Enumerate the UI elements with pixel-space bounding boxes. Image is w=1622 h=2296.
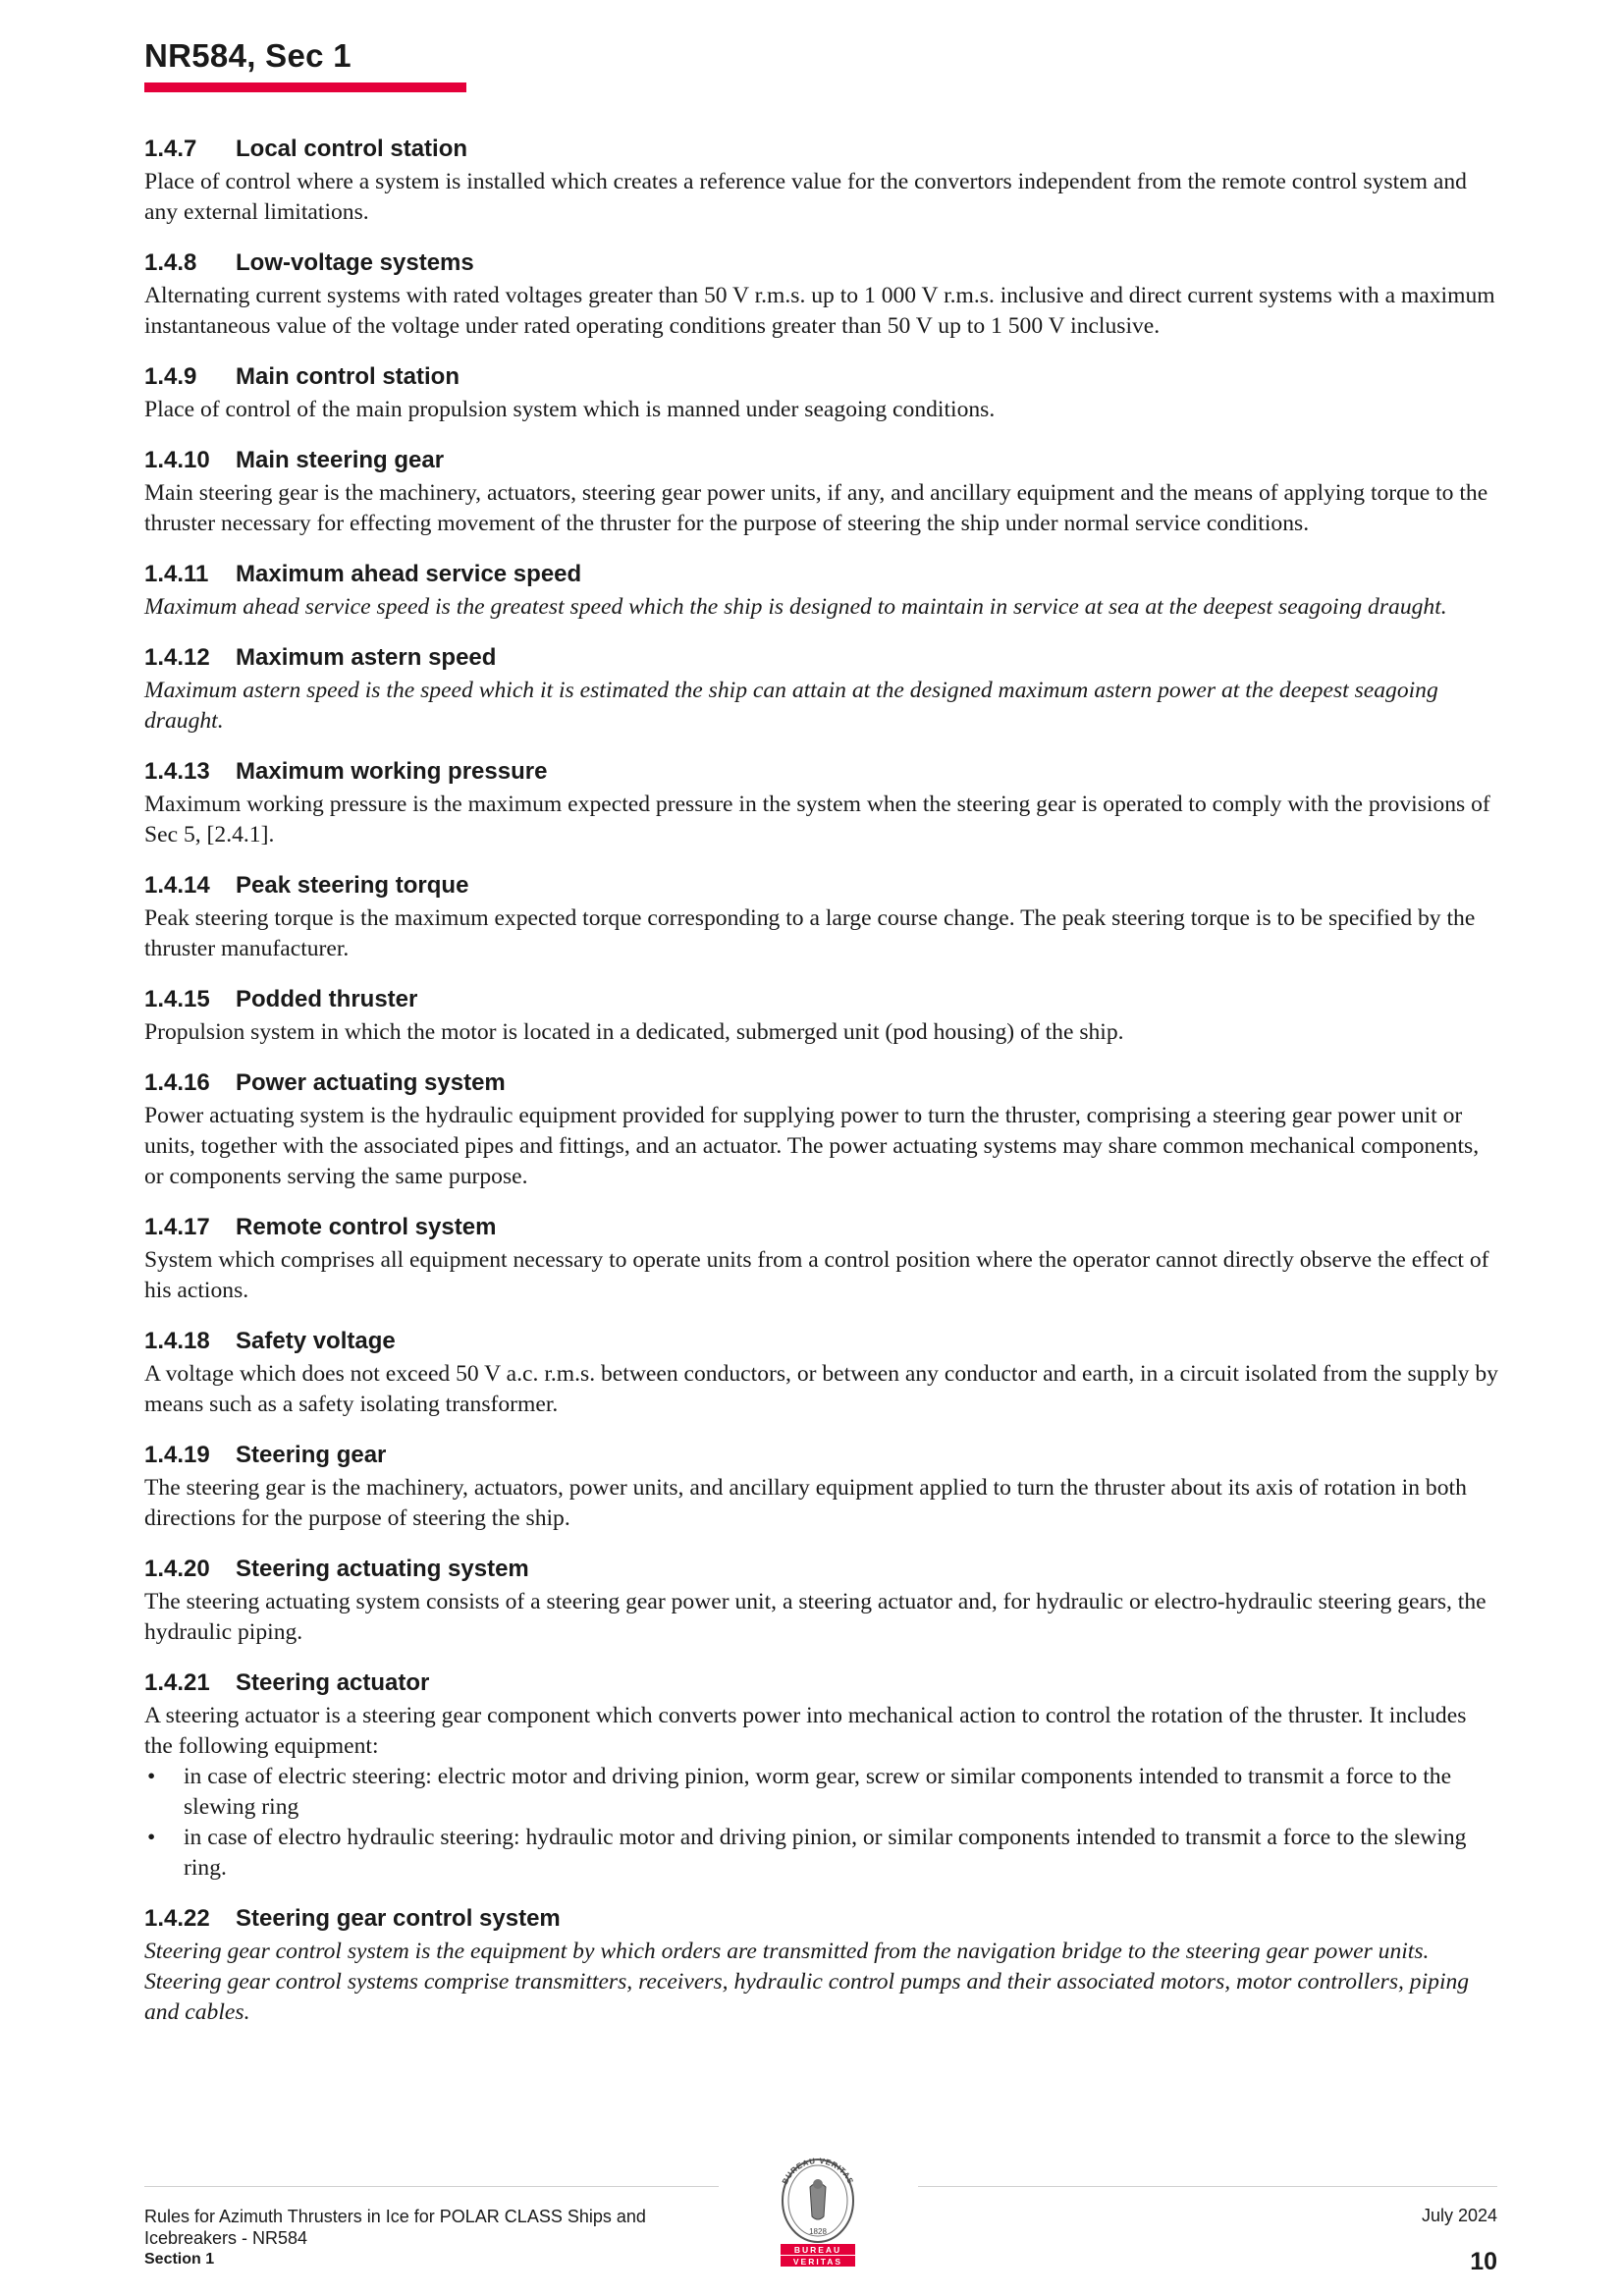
section-title: Steering actuating system <box>236 1556 529 1582</box>
section-number: 1.4.12 <box>144 644 210 671</box>
section-body: A steering actuator is a steering gear component which converts power into mechanical action to control the rotation of the thruster. It includes the following equipment: <box>144 1703 1467 1759</box>
section-1-4-10 <box>144 446 1499 539</box>
section-body: Power actuating system is the hydraulic equipment provided for supplying power to turn the thruster, comprising a steering gear power unit or units, together with the associated pipes and fittings, and an actuator. The power actuating systems may share common mechanical components, or components serving the same purpose. <box>144 1103 1480 1189</box>
section-1-4-7 <box>144 135 1499 228</box>
footer-doc-title-line1: Rules for Azimuth Thrusters in Ice for POLAR CLASS Ships and <box>144 2207 646 2226</box>
section-title: Main steering gear <box>236 447 445 473</box>
section-body: Maximum working pressure is the maximum expected pressure in the system when the steering gear is operated to comply with the provisions of Sec 5, [2.4.1]. <box>144 792 1490 847</box>
section-1-4-16 <box>144 1068 1499 1192</box>
page-number: 10 <box>1470 2248 1497 2275</box>
section-heading <box>144 135 1499 164</box>
list-item: • in case of electric steering: electric motor and driving pinion, worm gear, screw or similar components intended to transmit a force to the slewing ring <box>144 1762 1499 1823</box>
section-heading <box>144 643 1499 673</box>
section-heading <box>144 871 1499 901</box>
section-body: The steering actuating system consists of a steering gear power unit, a steering actuator and, for hydraulic or electro-hydraulic steering gears, the hydraulic piping. <box>144 1589 1487 1645</box>
page-header-title: NR584, Sec 1 <box>144 37 351 74</box>
section-number: 1.4.21 <box>144 1669 210 1696</box>
header-accent-bar <box>144 82 466 92</box>
section-body: Peak steering torque is the maximum expected torque corresponding to a large course change. The peak steering torque is to be specified by the thruster manufacturer. <box>144 905 1476 961</box>
section-heading <box>144 1904 1499 1934</box>
logo-word-bureau: BUREAU <box>793 2245 842 2255</box>
section-body: A voltage which does not exceed 50 V a.c. r.m.s. between conductors, or between any conductor and earth, in a circuit isolated from the supply by means such as a safety isolating transformer. <box>144 1361 1498 1417</box>
section-heading <box>144 560 1499 589</box>
section-1-4-21 <box>144 1668 1499 1884</box>
section-title: Steering actuator <box>236 1669 430 1696</box>
section-heading <box>144 757 1499 787</box>
section-body: Steering gear control system is the equipment by which orders are transmitted from the navigation bridge to the steering gear power units. Steering gear control systems comprise transmitters, receivers, hydraulic control pumps and their associated motors, motor controllers, piping and cables. <box>144 1939 1470 2025</box>
section-number: 1.4.15 <box>144 986 210 1012</box>
section-title: Steering gear <box>236 1442 387 1468</box>
footer-section: Section 1 <box>144 2251 215 2268</box>
section-1-4-13 <box>144 757 1499 850</box>
section-title: Local control station <box>236 136 468 162</box>
footer-date: July 2024 <box>1421 2206 1497 2225</box>
section-number: 1.4.7 <box>144 136 197 162</box>
section-title: Podded thruster <box>236 986 418 1012</box>
section-number: 1.4.11 <box>144 561 209 587</box>
footer-divider-right <box>918 2186 1497 2187</box>
section-heading <box>144 985 1499 1014</box>
section-1-4-22 <box>144 1904 1499 2028</box>
section-number: 1.4.16 <box>144 1069 210 1096</box>
section-number: 1.4.17 <box>144 1214 210 1240</box>
section-heading <box>144 1441 1499 1470</box>
section-heading <box>144 446 1499 475</box>
bullet-list <box>144 1762 1499 1884</box>
section-number: 1.4.13 <box>144 758 210 785</box>
section-heading <box>144 1668 1499 1698</box>
section-body: Place of control where a system is installed which creates a reference value for the convertors independent from the remote control system and any external limitations. <box>144 169 1467 225</box>
section-1-4-19 <box>144 1441 1499 1534</box>
section-title: Remote control system <box>236 1214 497 1240</box>
section-body: System which comprises all equipment necessary to operate units from a control position where the operator cannot directly observe the effect of his actions. <box>144 1247 1489 1303</box>
section-body: Alternating current systems with rated voltages greater than 50 V r.m.s. up to 1 000 V r.m.s. inclusive and direct current systems with a maximum instantaneous value of the voltage under rated operating conditions greater than 50 V up to 1 500 V inclusive. <box>144 283 1495 339</box>
section-1-4-20 <box>144 1555 1499 1648</box>
section-number: 1.4.8 <box>144 249 197 276</box>
section-title: Power actuating system <box>236 1069 506 1096</box>
section-1-4-9 <box>144 362 1499 425</box>
section-1-4-18 <box>144 1327 1499 1420</box>
section-body: Main steering gear is the machinery, actuators, steering gear power units, if any, and ancillary equipment and the means of applying torque to the thruster necessary for effecting movement of the thruster for the purpose of steering the ship under normal service conditions. <box>144 480 1488 536</box>
section-heading <box>144 362 1499 392</box>
section-title: Steering gear control system <box>236 1905 561 1932</box>
section-body: The steering gear is the machinery, actuators, power units, and ancillary equipment applied to turn the thruster about its axis of rotation in both directions for the purpose of steering the ship. <box>144 1475 1467 1531</box>
section-title: Maximum working pressure <box>236 758 548 785</box>
section-heading <box>144 1555 1499 1584</box>
section-number: 1.4.22 <box>144 1905 210 1932</box>
section-title: Peak steering torque <box>236 872 469 899</box>
section-1-4-15 <box>144 985 1499 1048</box>
section-1-4-17 <box>144 1213 1499 1306</box>
footer-doc-title-line2: Icebreakers - NR584 <box>144 2228 308 2248</box>
section-1-4-12 <box>144 643 1499 737</box>
section-heading <box>144 1213 1499 1242</box>
section-body: Place of control of the main propulsion system which is manned under seagoing conditions. <box>144 397 996 422</box>
section-heading <box>144 1068 1499 1098</box>
logo-word-veritas: VERITAS <box>792 2257 843 2267</box>
logo-year: 1828 <box>809 2227 827 2236</box>
document-body <box>144 135 1499 2049</box>
section-title: Safety voltage <box>236 1328 396 1354</box>
section-title: Maximum astern speed <box>236 644 497 671</box>
logo-arc-text: BUREAU VERITAS <box>780 2158 856 2186</box>
footer-document-info <box>144 2206 714 2270</box>
section-1-4-11 <box>144 560 1499 623</box>
section-heading <box>144 1327 1499 1356</box>
bureau-veritas-logo <box>771 2158 865 2268</box>
section-body: Maximum astern speed is the speed which it is estimated the ship can attain at the designed maximum astern power at the deepest seagoing draught. <box>144 678 1438 734</box>
section-title: Maximum ahead service speed <box>236 561 582 587</box>
section-body: Propulsion system in which the motor is located in a dedicated, submerged unit (pod housing) of the ship. <box>144 1019 1124 1045</box>
section-body: Maximum ahead service speed is the greatest speed which the ship is designed to maintain in service at sea at the deepest seagoing draught. <box>144 594 1447 620</box>
section-title: Main control station <box>236 363 460 390</box>
footer-divider-left <box>144 2186 719 2187</box>
section-1-4-8 <box>144 248 1499 342</box>
section-heading <box>144 248 1499 278</box>
section-number: 1.4.18 <box>144 1328 210 1354</box>
section-number: 1.4.19 <box>144 1442 210 1468</box>
section-number: 1.4.10 <box>144 447 210 473</box>
section-number: 1.4.9 <box>144 363 197 390</box>
section-1-4-14 <box>144 871 1499 964</box>
section-number: 1.4.20 <box>144 1556 210 1582</box>
section-title: Low-voltage systems <box>236 249 474 276</box>
section-number: 1.4.14 <box>144 872 210 899</box>
list-item: • in case of electro hydraulic steering: hydraulic motor and driving pinion, or similar components intended to transmit a force to the slewing ring. <box>144 1823 1499 1884</box>
